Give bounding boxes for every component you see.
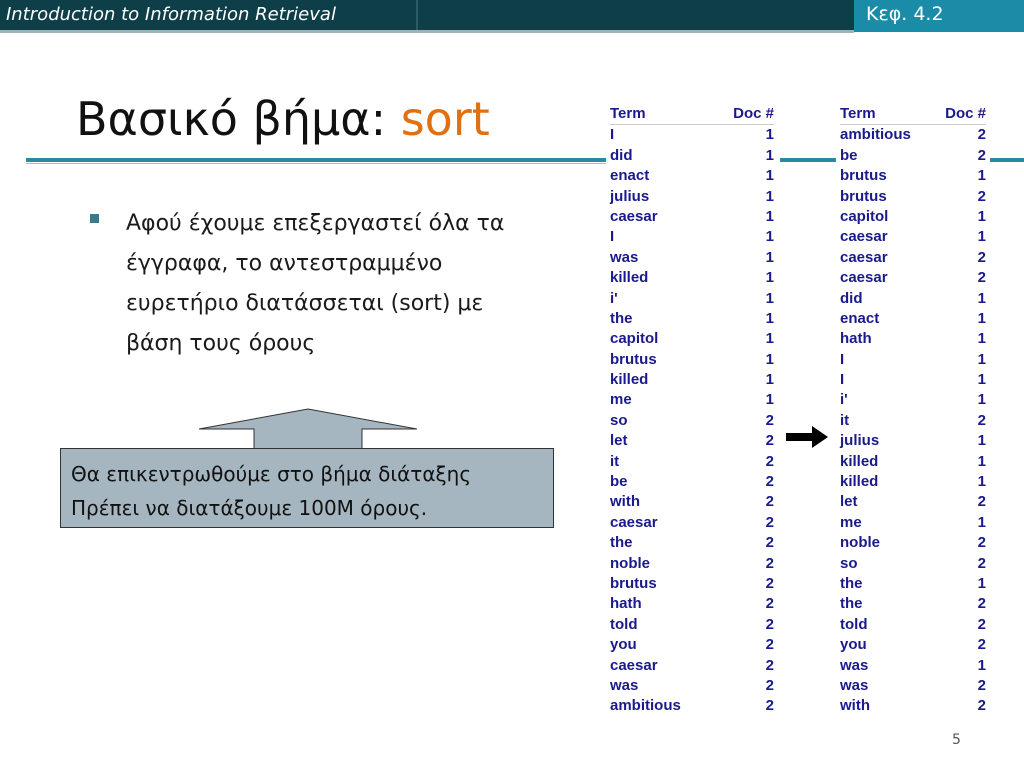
term-cell: told: [610, 615, 638, 633]
term-cell: was: [610, 248, 639, 266]
term-cell: killed: [610, 371, 649, 389]
doc-cell: 1: [765, 187, 774, 205]
term-cell: the: [840, 574, 863, 592]
table-row: [840, 207, 986, 227]
doc-cell: 2: [765, 411, 774, 429]
term-cell: i': [610, 289, 618, 307]
table-row: [610, 452, 774, 472]
table-row: [840, 635, 986, 655]
doc-cell: 2: [765, 615, 774, 633]
term-cell: be: [840, 146, 858, 164]
term-cell: was: [610, 676, 639, 694]
table-header: [610, 104, 774, 125]
term-cell: hath: [840, 330, 872, 348]
term-cell: noble: [610, 554, 650, 572]
term-cell: brutus: [610, 574, 657, 592]
term-cell: you: [840, 636, 867, 654]
doc-cell: 1: [977, 391, 986, 409]
table-row: [840, 309, 986, 329]
course-title: Introduction to Information Retrieval: [6, 4, 336, 25]
doc-cell: 1: [977, 289, 986, 307]
title-rule: [26, 158, 606, 162]
doc-cell: 2: [765, 534, 774, 552]
doc-cell: 2: [765, 636, 774, 654]
doc-cell: 2: [977, 636, 986, 654]
table-row: [840, 472, 986, 492]
doc-cell: 2: [977, 697, 986, 715]
term-cell: caesar: [610, 513, 658, 531]
term-cell: killed: [610, 269, 649, 287]
doc-cell: 1: [765, 126, 774, 144]
term-cell: the: [840, 595, 863, 613]
doc-cell: 1: [977, 574, 986, 592]
term-cell: let: [840, 493, 858, 511]
term-cell: I: [610, 126, 615, 144]
callout-line-2: Πρέπει να διατάξουμε 100M όρους.: [71, 496, 428, 520]
doc-cell: 1: [977, 656, 986, 674]
doc-cell: 2: [977, 554, 986, 572]
doc-cell: 2: [765, 574, 774, 592]
doc-cell: 1: [765, 371, 774, 389]
doc-cell: 2: [977, 248, 986, 266]
doc-cell: 1: [977, 350, 986, 368]
bullet-text: Αφού έχουμε επεξεργαστεί όλα τα έγγραφα, το αντεστραμμένο ευρετήριο διατάσσεται (sort) με βάση τους όρους: [126, 211, 505, 356]
table-row: [840, 554, 986, 574]
unsorted-table: [610, 104, 774, 717]
term-cell: caesar: [840, 248, 888, 266]
table-row: [610, 594, 774, 614]
doc-cell: 1: [765, 309, 774, 327]
table-row: [840, 390, 986, 410]
term-cell: did: [610, 146, 633, 164]
table-row: [610, 187, 774, 207]
term-cell: caesar: [840, 228, 888, 246]
term-cell: be: [610, 473, 628, 491]
term-cell: you: [610, 636, 637, 654]
page-number: 5: [952, 732, 961, 748]
table-row: [610, 390, 774, 410]
term-cell: it: [840, 411, 850, 429]
sorted-table: [840, 104, 986, 717]
doc-cell: 2: [977, 493, 986, 511]
slide-title: [76, 92, 490, 146]
table-row: [840, 676, 986, 696]
table-row: [610, 146, 774, 166]
up-arrow-icon: [196, 408, 420, 452]
doc-cell: 1: [977, 371, 986, 389]
term-cell: it: [610, 452, 620, 470]
table-header: [840, 104, 986, 125]
doc-cell: 2: [765, 554, 774, 572]
title-rule-thin: [26, 163, 606, 164]
callout-box: [60, 448, 554, 528]
doc-cell: 1: [977, 167, 986, 185]
doc-cell: 2: [765, 493, 774, 511]
table-row: [610, 289, 774, 309]
term-cell: noble: [840, 534, 880, 552]
table-row: [610, 533, 774, 553]
doc-cell: 2: [977, 595, 986, 613]
table-row: [840, 492, 986, 512]
table-row: [840, 533, 986, 553]
term-cell: ambitious: [610, 697, 681, 715]
table-row: [840, 125, 986, 145]
doc-cell: 1: [977, 432, 986, 450]
doc-cell: 2: [977, 126, 986, 144]
table-row: [610, 472, 774, 492]
doc-cell: 1: [765, 269, 774, 287]
header-bar: [0, 0, 1024, 32]
callout-line-1: Θα επικεντρωθούμε στο βήμα διάταξης: [71, 462, 472, 486]
term-cell: killed: [840, 473, 879, 491]
term-cell: the: [610, 534, 633, 552]
doc-cell: 1: [977, 452, 986, 470]
term-cell: told: [840, 615, 868, 633]
term-cell: capitol: [840, 207, 889, 225]
table-row: [840, 166, 986, 186]
doc-cell: 1: [977, 473, 986, 491]
table-row: [610, 227, 774, 247]
doc-cell: 1: [977, 330, 986, 348]
term-cell: I: [610, 228, 615, 246]
doc-cell: 2: [765, 676, 774, 694]
term-cell: caesar: [610, 656, 658, 674]
table-row: [610, 166, 774, 186]
doc-cell: 2: [977, 534, 986, 552]
table-row: [840, 248, 986, 268]
term-cell: I: [840, 371, 845, 389]
table-row: [840, 146, 986, 166]
table-row: [610, 207, 774, 227]
table-row: [610, 268, 774, 288]
doc-cell: 1: [977, 228, 986, 246]
table-row: [610, 309, 774, 329]
title-main: Βασικό βήμα:: [76, 92, 401, 146]
doc-cell: 1: [765, 391, 774, 409]
doc-cell: 1: [765, 289, 774, 307]
title-rule-right: [990, 158, 1024, 162]
table-row: [610, 411, 774, 431]
doc-cell: 2: [977, 676, 986, 694]
term-cell: enact: [610, 167, 650, 185]
header-term: Term: [610, 105, 646, 122]
chapter-label: Κεφ. 4.2: [866, 3, 944, 25]
term-cell: hath: [610, 595, 642, 613]
term-cell: enact: [840, 309, 880, 327]
table-row: [840, 615, 986, 635]
table-row: [610, 554, 774, 574]
doc-cell: 2: [977, 411, 986, 429]
term-cell: was: [840, 676, 869, 694]
table-row: [610, 615, 774, 635]
term-cell: me: [840, 513, 862, 531]
header-doc: Doc #: [733, 105, 774, 122]
doc-cell: 2: [977, 269, 986, 287]
doc-cell: 1: [765, 228, 774, 246]
header-doc: Doc #: [945, 105, 986, 122]
term-cell: with: [610, 493, 640, 511]
term-cell: the: [610, 309, 633, 327]
table-row: [610, 635, 774, 655]
table-row: [610, 696, 774, 716]
term-cell: was: [840, 656, 869, 674]
table-row: [840, 513, 986, 533]
table-row: [610, 676, 774, 696]
term-cell: brutus: [840, 187, 887, 205]
table-row: [840, 452, 986, 472]
bullet-square-icon: [90, 214, 99, 223]
table-row: [840, 431, 986, 451]
term-cell: with: [840, 697, 870, 715]
table-row: [840, 656, 986, 676]
term-cell: I: [840, 350, 845, 368]
doc-cell: 1: [765, 350, 774, 368]
header-term: Term: [840, 105, 876, 122]
table-row: [610, 370, 774, 390]
table-row: [840, 411, 986, 431]
doc-cell: 1: [977, 309, 986, 327]
right-arrow-icon: [786, 426, 828, 448]
table-row: [840, 329, 986, 349]
table-row: [840, 350, 986, 370]
doc-cell: 2: [765, 595, 774, 613]
table-row: [610, 574, 774, 594]
term-cell: julius: [610, 187, 650, 205]
doc-cell: 2: [765, 697, 774, 715]
doc-cell: 2: [765, 452, 774, 470]
doc-cell: 2: [977, 146, 986, 164]
term-cell: ambitious: [840, 126, 911, 144]
doc-cell: 2: [765, 656, 774, 674]
table-row: [840, 370, 986, 390]
doc-cell: 2: [765, 513, 774, 531]
term-cell: so: [610, 411, 628, 429]
term-cell: let: [610, 432, 628, 450]
table-row: [610, 656, 774, 676]
table-row: [840, 268, 986, 288]
doc-cell: 1: [765, 248, 774, 266]
doc-cell: 2: [765, 432, 774, 450]
term-cell: brutus: [840, 167, 887, 185]
doc-cell: 2: [977, 187, 986, 205]
term-cell: i': [840, 391, 848, 409]
table-row: [840, 187, 986, 207]
doc-cell: 1: [765, 207, 774, 225]
table-row: [610, 431, 774, 451]
table-row: [840, 574, 986, 594]
header-underline: [0, 30, 854, 33]
doc-cell: 1: [765, 167, 774, 185]
term-cell: me: [610, 391, 632, 409]
term-cell: killed: [840, 452, 879, 470]
header-divider: [416, 0, 418, 32]
term-cell: julius: [840, 432, 880, 450]
table-row: [610, 513, 774, 533]
term-cell: brutus: [610, 350, 657, 368]
doc-cell: 2: [977, 615, 986, 633]
term-cell: did: [840, 289, 863, 307]
table-row: [840, 227, 986, 247]
doc-cell: 1: [765, 330, 774, 348]
doc-cell: 2: [765, 473, 774, 491]
title-accent: sort: [400, 92, 490, 146]
term-cell: caesar: [840, 269, 888, 287]
table-row: [610, 492, 774, 512]
doc-cell: 1: [977, 513, 986, 531]
term-cell: caesar: [610, 207, 658, 225]
table-row: [610, 350, 774, 370]
term-cell: so: [840, 554, 858, 572]
table-row: [610, 329, 774, 349]
doc-cell: 1: [765, 146, 774, 164]
table-row: [840, 594, 986, 614]
title-rule-mid: [780, 158, 836, 162]
table-row: [610, 248, 774, 268]
table-row: [840, 696, 986, 716]
table-row: [840, 289, 986, 309]
table-row: [610, 125, 774, 145]
term-cell: capitol: [610, 330, 659, 348]
doc-cell: 1: [977, 207, 986, 225]
